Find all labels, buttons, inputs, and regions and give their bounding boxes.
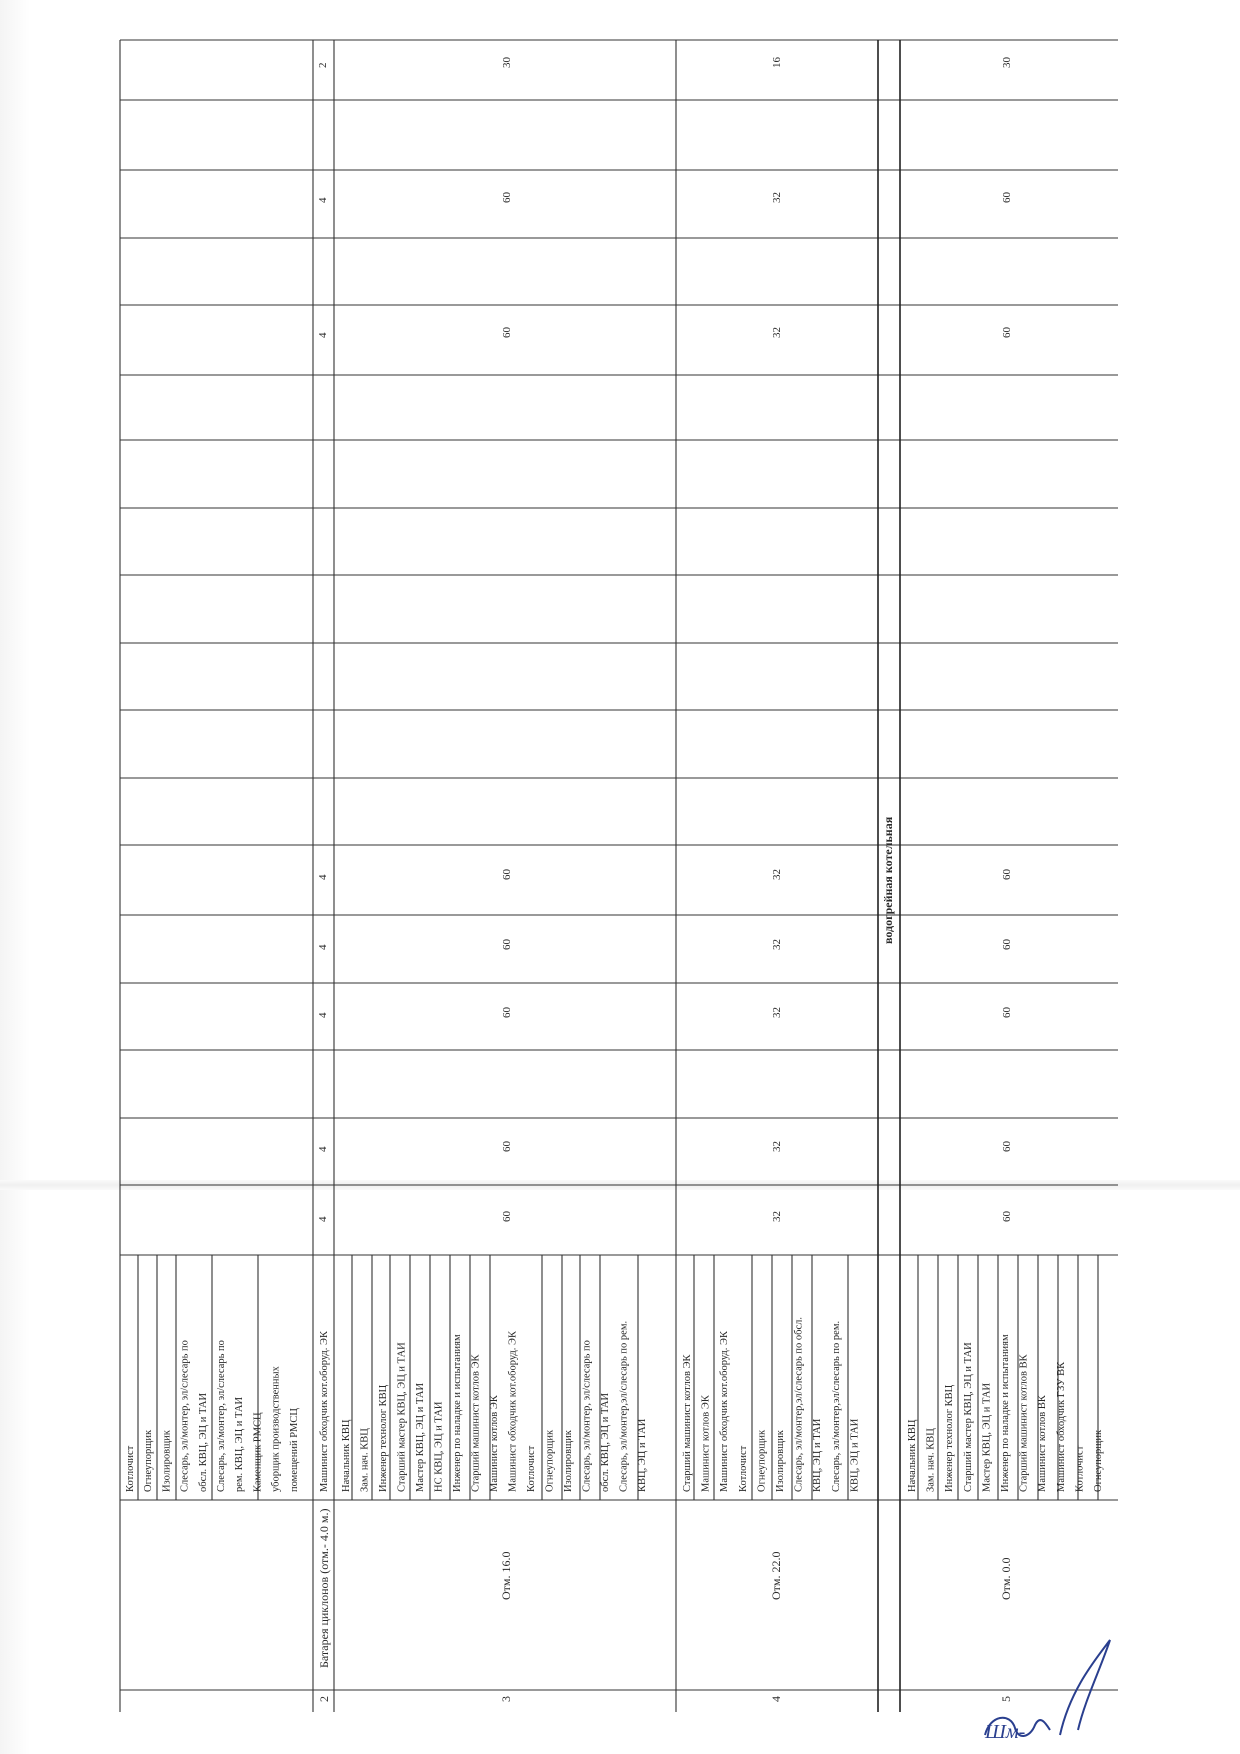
staff-name: обсл. КВЦ, ЭЦ и ТАИ [197,1392,209,1492]
table-cell-value: 60 [1001,1141,1013,1152]
staff-name: Старший мастер КВЦ, ЭЦ и ТАИ [962,1342,974,1492]
staff-name: Огнеупорщик [756,1429,768,1492]
table-cell-value: 2 [317,62,329,68]
staff-name: Старший мастер КВЦ, ЭЦ и ТАИ [396,1342,408,1492]
staff-name: Машинист котлов ВК [1037,1395,1049,1492]
staff-name: Начальник КВЦ [907,1419,918,1492]
values-m22 [771,57,783,1223]
staff-name: Инженер технолог КВЦ [944,1384,956,1492]
staff-name: Старший машинист котлов ЭК [470,1354,482,1492]
table-cell-value: 60 [501,1141,513,1152]
staff-name: КВЦ, ЭЦ и ТАИ [812,1418,824,1492]
values-battery [317,63,329,1223]
staff-name: Машинист обходчик ГЗУ ВК [1055,1361,1067,1492]
staff-name: Слесарь, эл/монтер,эл/слесарь по рем. [618,1320,630,1492]
table-cell-value: 32 [771,939,783,950]
section-m22: Отм. 22.0 [769,1551,783,1600]
staff-name: Инженер по наладке и испытаниям [1000,1334,1011,1492]
row-number-5: 5 [999,1696,1013,1702]
table-cell-value: 30 [1001,57,1013,68]
table-cell-value: 60 [1001,1211,1013,1222]
staff-name: Изолировщик [775,1430,786,1492]
table-cell-value: 60 [501,192,513,203]
staff-name: Слесарь, эл/монтер,эл/слесарь по рем. [830,1320,842,1492]
staff-name: Старший машинист котлов ВК [1018,1354,1030,1492]
staff-name: Машинист обходчик кот.оборуд. ЭК [719,1331,731,1492]
section-battery: Батарея циклонов (отм.- 4.0 м.) [317,1508,331,1668]
table-cell-value: 32 [771,1007,783,1018]
staff-name: Старший машинист котлов ЭК [682,1354,693,1492]
staff-name: рем. КВЦ, ЭЦ и ТАИ [234,1396,246,1492]
section-title: водогрейная котельная [881,816,895,944]
staff-name: обсл. КВЦ, ЭЦ и ТАИ [600,1392,611,1492]
table-cell-value: 30 [501,57,513,68]
staff-name: Начальник КВЦ [341,1419,352,1492]
table-cell-value: 60 [501,939,513,950]
section-m16: Отм. 16.0 [499,1551,513,1600]
staff-name: Зам. нач. КВЦ [359,1428,371,1492]
table-cell-value: 4 [317,197,329,203]
table-cell-value: 32 [771,1211,783,1222]
staff-name: Слесарь, эл/монтер, эл/слесарь по [216,1340,227,1492]
row-number-3: 3 [499,1696,513,1702]
table-cell-value: 32 [771,192,783,203]
table-cell-value: 60 [501,327,513,338]
table-cell-value: 60 [1001,1007,1013,1018]
table-cell-value: 4 [317,1216,329,1222]
section-m00: Отм. 0.0 [999,1557,1013,1600]
signature-text: Шм- [985,1721,1026,1743]
staff-name: Изолировщик [161,1430,173,1492]
staff-name: Зам. нач. КВЦ [925,1428,937,1492]
table-cell-value: 4 [317,332,329,338]
staff-name: Котлочист [125,1445,136,1492]
table-cell-value: 60 [501,869,513,880]
table-cell-value: 60 [1001,327,1013,338]
staff-name: уборщик производственных [270,1366,282,1492]
staff-name: Машинист котлов ЭК [489,1395,500,1492]
values-m16 [501,57,513,1223]
staff-name: КВЦ, ЭЦ и ТАИ [849,1418,861,1492]
staff-name: Огнеупорщик [1093,1429,1104,1492]
staff-name: Мастер КВЦ, ЭЦ и ТАИ [981,1382,993,1492]
table-cell-value: 60 [501,1211,513,1222]
table-cell-value: 60 [1001,869,1013,880]
table-cell-value: 60 [1001,192,1013,203]
staff-name: Каменщик РМСЦ [252,1412,264,1492]
staff-name: Слесарь, эл/монтер, эл/слесарь по [179,1340,191,1492]
staff-name: Котлочист [1074,1445,1086,1492]
staff-name: Огнеупорщик [143,1429,155,1492]
row-number-2: 2 [317,1696,331,1702]
table-cell-value: 4 [317,874,329,880]
signature [984,1640,1110,1743]
staff-name: Слесарь, эл/монтер,эл/слесарь по обсл. [793,1316,805,1492]
staff-name: Инженер по наладке и испытаниям [452,1334,463,1492]
table-cell-value: 32 [771,1141,783,1152]
table-cell-value: 60 [1001,939,1013,950]
staff-name: Изолировщик [563,1430,574,1492]
table-cell-value: 4 [317,1012,329,1018]
staff-name: помещений РМСЦ [288,1408,300,1492]
staff-name: Котлочист [737,1445,749,1492]
staff-name: Машинист обходчик кот.оборуд. ЭК [319,1331,330,1492]
table-cell-value: 32 [771,327,783,338]
staff-list-m22 [682,1317,860,1492]
row-number-4: 4 [769,1696,783,1702]
table-cell-value: 4 [317,1146,329,1152]
staff-name: Мастер КВЦ, ЭЦ и ТАИ [415,1382,426,1492]
staff-name: Машинист обходчик кот.оборуд. ЭК [507,1331,519,1492]
values-m00 [1001,57,1013,1223]
staff-name: Инженер технолог КВЦ [378,1384,389,1492]
table-cell-value: 60 [501,1007,513,1018]
table-cell-value: 16 [771,57,783,68]
staff-list-battery [319,1330,330,1492]
staff-list-m00 [907,1334,1104,1492]
staff-name: Слесарь, эл/монтер, эл/слесарь по [581,1340,593,1492]
staff-name: Машинист котлов ЭК [700,1395,712,1492]
staff-name: Котлочист [526,1445,537,1492]
table-cell-value: 4 [317,944,329,950]
staff-name: Огнеупорщик [544,1429,556,1492]
staff-name: НС КВЦ, ЭЦ и ТАИ [433,1401,445,1492]
staff-list-m16 [341,1321,648,1492]
table-cell-value: 32 [771,869,783,880]
staff-name: КВЦ, ЭЦ и ТАИ [637,1418,648,1492]
